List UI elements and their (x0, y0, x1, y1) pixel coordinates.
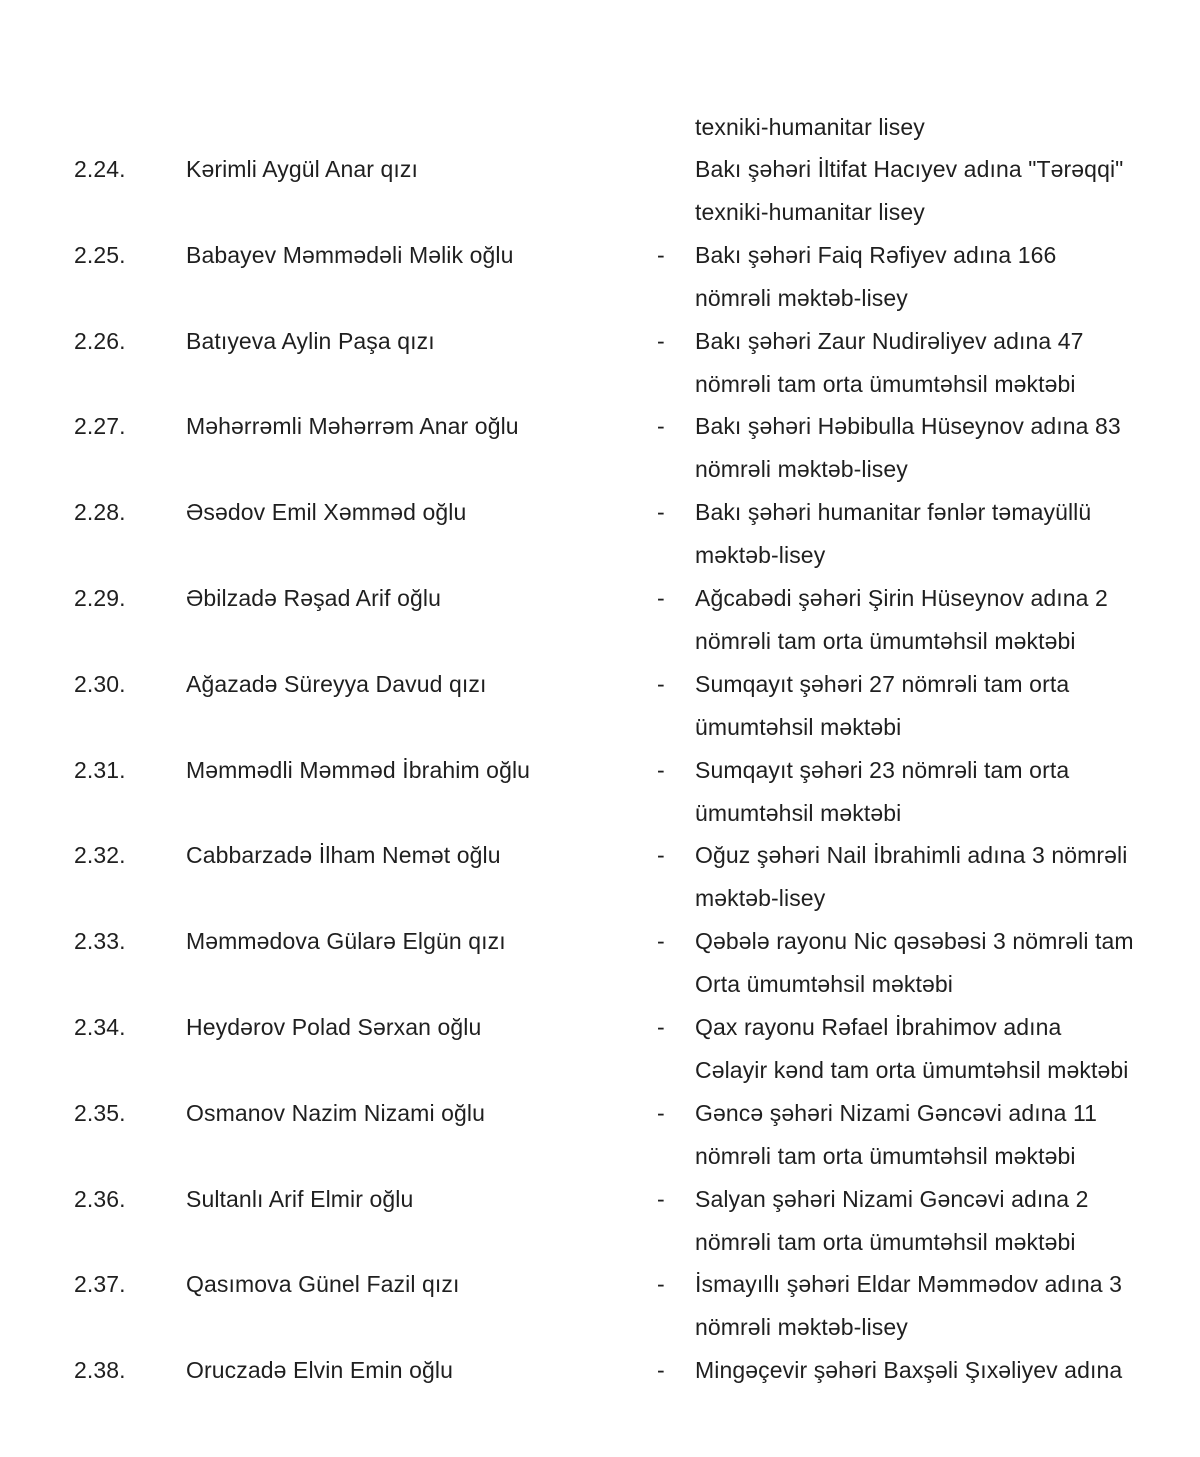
entry-number: 2.30. (74, 670, 126, 697)
person-name: Cabbarzadə İlham Nemət oğlu (186, 842, 501, 869)
entry-dash: - (657, 413, 665, 440)
entry-number: 2.33. (74, 928, 126, 955)
entry-number: 2.38. (74, 1357, 126, 1384)
school-line: Bakı şəhəri Zaur Nudirəliyev adına 47 (695, 327, 1084, 354)
school-line: Ağcabədi şəhəri Şirin Hüseynov adına 2 (695, 585, 1108, 611)
school-line: nömrəli məktəb-lisey (695, 456, 908, 483)
entry-number: 2.25. (74, 241, 126, 268)
school-line: nömrəli məktəb-lisey (695, 284, 908, 311)
school-line: məktəb-lisey (695, 885, 826, 912)
school-line: nömrəli tam orta ümumtəhsil məktəbi (695, 370, 1076, 397)
entry-number: 2.36. (74, 1185, 126, 1212)
entry-dash: - (657, 928, 665, 955)
person-name: Oruczadə Elvin Emin oğlu (186, 1357, 454, 1384)
entry-number: 2.28. (74, 499, 126, 526)
entry-number: 2.32. (74, 842, 126, 869)
school-line: nömrəli tam orta ümumtəhsil məktəbi (695, 1142, 1076, 1169)
school-line: Orta ümumtəhsil məktəbi (695, 971, 953, 998)
entry-dash: - (657, 756, 665, 783)
entry-number: 2.27. (74, 413, 126, 440)
school-line: Qəbələ rayonu Nic qəsəbəsi 3 nömrəli tam (695, 928, 1134, 955)
entry-dash: - (657, 327, 665, 354)
school-line: nömrəli tam orta ümumtəhsil məktəbi (695, 1228, 1076, 1255)
entry-dash: - (657, 1271, 665, 1298)
school-line: Bakı şəhəri Faiq Rəfiyev adına 166 (695, 241, 1057, 268)
school-line: Bakı şəhəri humanitar fənlər təmayüllü (695, 499, 1092, 526)
person-name: Ağazadə Süreyya Davud qızı (186, 670, 487, 697)
person-name: Kərimli Aygül Anar qızı (186, 156, 418, 182)
school-line: Gəncə şəhəri Nizami Gəncəvi adına 11 (695, 1099, 1098, 1126)
school-line: məktəb-lisey (695, 542, 826, 569)
school-line: Oğuz şəhəri Nail İbrahimli adına 3 nömrəli (695, 842, 1128, 869)
entry-number: 2.29. (74, 585, 126, 611)
person-name: Məmmədli Məmməd İbrahim oğlu (186, 756, 531, 783)
entry-dash: - (657, 1357, 665, 1384)
person-name: Batıyeva Aylin Paşa qızı (186, 327, 435, 354)
person-name: Məhərrəmli Məhərrəm Anar oğlu (186, 413, 519, 440)
entry-dash: - (657, 1099, 665, 1126)
entry-number: 2.37. (74, 1271, 126, 1298)
school-line: ümumtəhsil məktəbi (695, 713, 902, 740)
school-line: Bakı şəhəri İltifat Hacıyev adına "Tərəqqi" (695, 156, 1124, 182)
school-line: nömrəli məktəb-lisey (695, 1314, 908, 1341)
entry-dash: - (657, 499, 665, 526)
person-name: Osmanov Nazim Nizami oğlu (186, 1099, 486, 1126)
school-line: ümumtəhsil məktəbi (695, 799, 902, 826)
entry-dash: - (657, 670, 665, 697)
entry-number: 2.31. (74, 756, 126, 783)
entry-dash: - (657, 1185, 665, 1212)
school-line: Cəlayir kənd tam orta ümumtəhsil məktəbi (695, 1057, 1129, 1083)
person-name: Sultanlı Arif Elmir oğlu (186, 1185, 414, 1212)
entry-dash: - (657, 241, 665, 268)
person-name: Əbilzadə Rəşad Arif oğlu (186, 585, 441, 611)
entry-number: 2.26. (74, 327, 126, 354)
entry-number: 2.24. (74, 156, 126, 182)
continuation-line: texniki-humanitar lisey (695, 114, 925, 140)
entry-number: 2.34. (74, 1014, 126, 1040)
entry-dash: - (657, 842, 665, 869)
person-name: Qasımova Günel Fazil qızı (186, 1271, 460, 1298)
school-line: Sumqayıt şəhəri 27 nömrəli tam orta (695, 670, 1070, 697)
school-line: Qax rayonu Rəfael İbrahimov adına (695, 1014, 1062, 1040)
entry-dash: - (657, 585, 665, 611)
entry-dash: - (657, 1014, 665, 1040)
school-line: Mingəçevir şəhəri Baxşəli Şıxəliyev adına (695, 1357, 1123, 1384)
person-name: Əsədov Emil Xəmməd oğlu (186, 499, 467, 526)
person-name: Məmmədova Gülarə Elgün qızı (186, 928, 506, 955)
school-line: nömrəli tam orta ümumtəhsil məktəbi (695, 628, 1076, 654)
school-line: İsmayıllı şəhəri Eldar Məmmədov adına 3 (695, 1271, 1123, 1298)
person-name: Heydərov Polad Sərxan oğlu (186, 1014, 482, 1040)
entry-number: 2.35. (74, 1099, 126, 1126)
school-line: Bakı şəhəri Həbibulla Hüseynov adına 83 (695, 413, 1121, 440)
person-name: Babayev Məmmədəli Məlik oğlu (186, 241, 514, 268)
school-line: texniki-humanitar lisey (695, 199, 925, 225)
school-line: Sumqayıt şəhəri 23 nömrəli tam orta (695, 756, 1070, 783)
school-line: Salyan şəhəri Nizami Gəncəvi adına 2 (695, 1185, 1089, 1212)
